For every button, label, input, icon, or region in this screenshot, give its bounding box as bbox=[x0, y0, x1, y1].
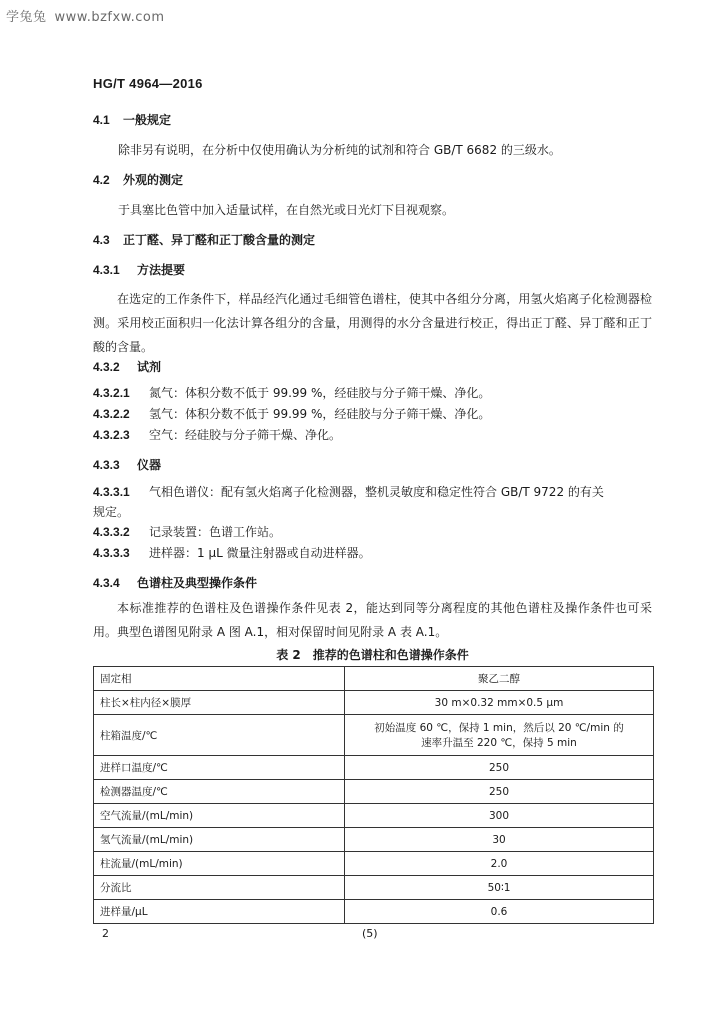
instrument-item-continuation: 规定。 bbox=[93, 505, 130, 519]
table-row bbox=[94, 828, 654, 852]
table-value-cell: 50∶1 bbox=[345, 876, 654, 900]
table-value-line: 初始温度 60 ℃，保持 1 min，然后以 20 ℃/min 的 bbox=[374, 722, 624, 734]
section-number: 4.3.1 bbox=[93, 263, 120, 277]
standard-number: HG/T 4964—2016 bbox=[93, 76, 203, 91]
item-number: 4.3.3.1 bbox=[93, 485, 130, 499]
section-4-3-2-heading bbox=[93, 360, 161, 375]
section-4-3-3-heading bbox=[93, 458, 161, 473]
instrument-item bbox=[93, 546, 371, 561]
table-row bbox=[94, 756, 654, 780]
section-title: 正丁醛、异丁醛和正丁酸含量的测定 bbox=[123, 233, 316, 247]
table-value-cell: 30 m×0.32 mm×0.5 μm bbox=[345, 691, 654, 715]
table-row bbox=[94, 691, 654, 715]
table-row bbox=[94, 876, 654, 900]
table-row bbox=[94, 667, 654, 691]
section-4-3-heading bbox=[93, 233, 315, 248]
section-title: 方法提要 bbox=[137, 263, 186, 277]
table-value-cell: 0.6 bbox=[345, 900, 654, 924]
section-title: 外观的测定 bbox=[123, 173, 184, 187]
section-4-2-text: 于具塞比色管中加入适量试样，在自然光或日光灯下目视观察。 bbox=[118, 203, 455, 217]
watermark-brand: 学兔兔 bbox=[6, 10, 47, 25]
table-value-cell bbox=[345, 715, 654, 756]
table-row bbox=[94, 715, 654, 756]
table-row bbox=[94, 852, 654, 876]
table-label-cell: 固定相 bbox=[94, 667, 345, 691]
table-row bbox=[94, 780, 654, 804]
reagent-item bbox=[93, 407, 490, 422]
table-value-cell: 300 bbox=[345, 804, 654, 828]
item-text: 进样器：1 μL 微量注射器或自动进样器。 bbox=[149, 546, 371, 560]
table-value-cell: 30 bbox=[345, 828, 654, 852]
table-label-cell: 分流比 bbox=[94, 876, 345, 900]
table-row bbox=[94, 900, 654, 924]
item-number: 4.3.2.2 bbox=[93, 407, 130, 421]
reagent-item bbox=[93, 428, 341, 443]
section-4-3-1-heading bbox=[93, 263, 185, 278]
instrument-item bbox=[93, 485, 604, 500]
section-number: 4.3.3 bbox=[93, 458, 120, 472]
item-text: 气相色谱仪：配有氢火焰离子化检测器，整机灵敏度和稳定性符合 GB/T 9722 的有关 bbox=[149, 485, 604, 499]
section-number: 4.3 bbox=[93, 233, 110, 247]
item-text: 空气：经硅胶与分子筛干燥、净化。 bbox=[149, 428, 342, 442]
watermark-url: www.bzfxw.com bbox=[54, 10, 165, 25]
item-text: 记录装置：色谱工作站。 bbox=[149, 525, 282, 539]
table-label-cell: 氢气流量/(mL/min) bbox=[94, 828, 345, 852]
reagent-item bbox=[93, 386, 490, 401]
section-number: 4.3.2 bbox=[93, 360, 120, 374]
watermark bbox=[6, 6, 173, 25]
section-title: 仪器 bbox=[137, 458, 162, 472]
table-label-cell: 柱流量/(mL/min) bbox=[94, 852, 345, 876]
item-number: 4.3.3.2 bbox=[93, 525, 130, 539]
section-4-3-4-text: 本标准推荐的色谱柱及色谱操作条件见表 2，能达到同等分离程度的其他色谱柱及操作条件也可采用。典型色谱图见附录 A 图 A.1，相对保留时间见附录 A 表 A.1。 bbox=[93, 601, 652, 639]
section-number: 4.3.4 bbox=[93, 576, 120, 590]
page-number-center: (5) bbox=[362, 927, 378, 940]
section-title: 色谱柱及典型操作条件 bbox=[137, 576, 258, 590]
section-4-3-1-text: 在选定的工作条件下，样品经汽化通过毛细管色谱柱，使其中各组分分离，用氢火焰离子化检测器检测。采用校正面积归一化法计算各组分的含量，用测得的水分含量进行校正，得出正丁醛、异丁醛和正丁酸的含量。 bbox=[93, 292, 652, 354]
section-4-3-4-heading bbox=[93, 576, 257, 591]
section-4-1-heading bbox=[93, 113, 171, 128]
table-value-cell: 聚乙二醇 bbox=[345, 667, 654, 691]
item-text: 氮气：体积分数不低于 99.99 %，经硅胶与分子筛干燥、净化。 bbox=[149, 386, 491, 400]
item-number: 4.3.2.1 bbox=[93, 386, 130, 400]
table-value-cell: 250 bbox=[345, 756, 654, 780]
item-number: 4.3.2.3 bbox=[93, 428, 130, 442]
table-value-cell: 250 bbox=[345, 780, 654, 804]
table-label-cell: 进样口温度/℃ bbox=[94, 756, 345, 780]
table-label-cell: 进样量/μL bbox=[94, 900, 345, 924]
section-number: 4.2 bbox=[93, 173, 110, 187]
section-number: 4.1 bbox=[93, 113, 110, 127]
item-text: 氢气：体积分数不低于 99.99 %，经硅胶与分子筛干燥、净化。 bbox=[149, 407, 491, 421]
table-caption: 表 2 推荐的色谱柱和色谱操作条件 bbox=[276, 648, 469, 662]
table-row bbox=[94, 804, 654, 828]
section-title: 一般规定 bbox=[123, 113, 172, 127]
page-number: 2 bbox=[102, 927, 109, 940]
table-value-cell: 2.0 bbox=[345, 852, 654, 876]
conditions-table bbox=[93, 666, 654, 924]
section-4-1-text: 除非另有说明，在分析中仅使用确认为分析纯的试剂和符合 GB/T 6682 的三级水。 bbox=[118, 143, 561, 157]
table-label-cell: 检测器温度/℃ bbox=[94, 780, 345, 804]
table-label-cell: 柱长×柱内径×膜厚 bbox=[94, 691, 345, 715]
item-number: 4.3.3.3 bbox=[93, 546, 130, 560]
section-title: 试剂 bbox=[137, 360, 162, 374]
table-label-cell: 柱箱温度/℃ bbox=[94, 715, 345, 756]
table-value-line: 速率升温至 220 ℃，保持 5 min bbox=[421, 737, 577, 749]
table-label-cell: 空气流量/(mL/min) bbox=[94, 804, 345, 828]
section-4-2-heading bbox=[93, 173, 183, 188]
instrument-item bbox=[93, 525, 281, 540]
